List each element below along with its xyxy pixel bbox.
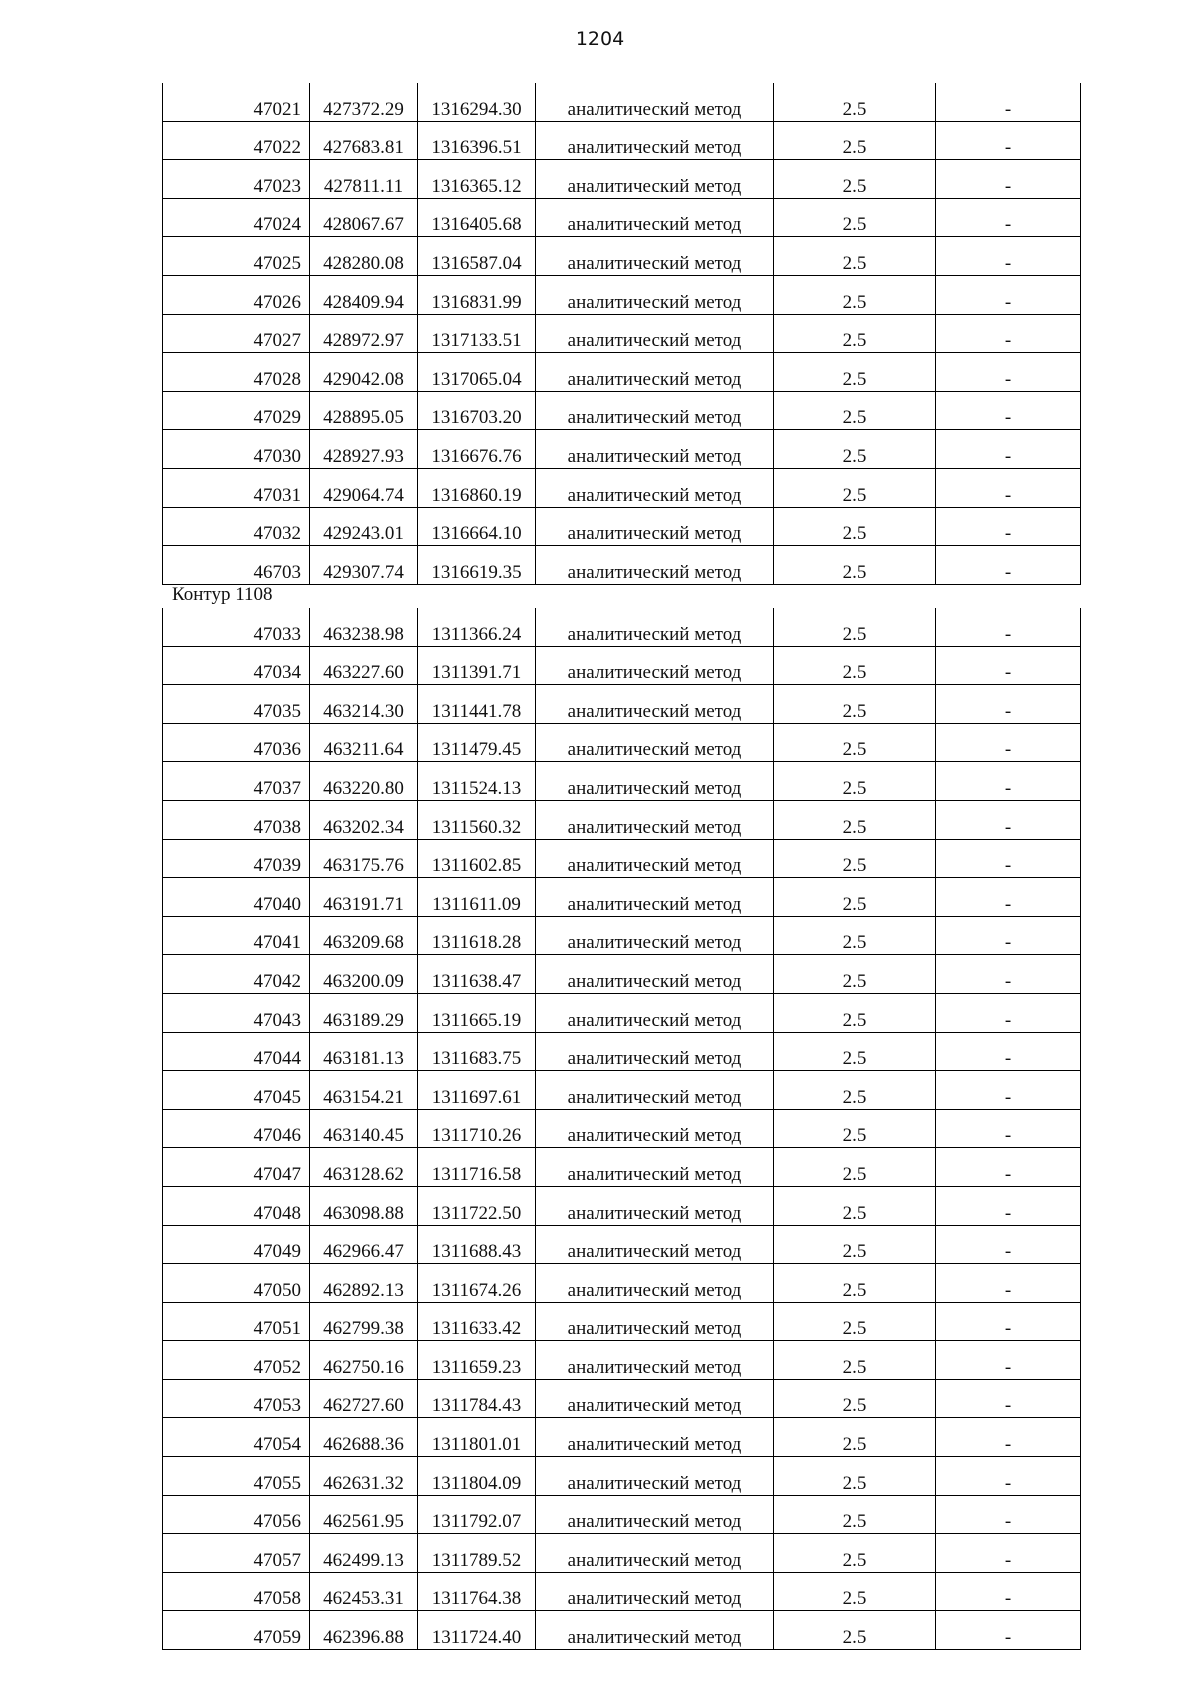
table-row [163, 1418, 1081, 1457]
accuracy-cell: 2.5 [774, 83, 936, 121]
point-number-cell: 47027 [163, 314, 310, 353]
x-coordinate-cell: 463181.13 [310, 1032, 418, 1071]
note-cell: - [936, 1264, 1081, 1303]
y-coordinate-cell: 1311764.38 [418, 1572, 536, 1611]
y-coordinate-cell: 1311792.07 [418, 1495, 536, 1534]
method-cell: аналитический метод [536, 430, 774, 469]
coordinates-table-body [163, 83, 1081, 584]
y-coordinate-cell: 1316831.99 [418, 275, 536, 314]
note-cell: - [936, 1534, 1081, 1573]
note-cell: - [936, 955, 1081, 994]
note-cell: - [936, 1148, 1081, 1187]
y-coordinate-cell: 1311789.52 [418, 1534, 536, 1573]
point-number-cell: 47056 [163, 1495, 310, 1534]
point-number-cell: 47046 [163, 1109, 310, 1148]
table-row [163, 546, 1081, 585]
method-cell: аналитический метод [536, 1032, 774, 1071]
note-cell: - [936, 646, 1081, 685]
table-row [163, 391, 1081, 430]
point-number-cell: 47030 [163, 430, 310, 469]
x-coordinate-cell: 427372.29 [310, 83, 418, 121]
table-row [163, 353, 1081, 392]
y-coordinate-cell: 1316676.76 [418, 430, 536, 469]
accuracy-cell: 2.5 [774, 1225, 936, 1264]
point-number-cell: 47057 [163, 1534, 310, 1573]
accuracy-cell: 2.5 [774, 314, 936, 353]
accuracy-cell: 2.5 [774, 685, 936, 724]
table-row [163, 1148, 1081, 1187]
method-cell: аналитический метод [536, 198, 774, 237]
x-coordinate-cell: 462631.32 [310, 1457, 418, 1496]
y-coordinate-cell: 1311659.23 [418, 1341, 536, 1380]
note-cell: - [936, 430, 1081, 469]
y-coordinate-cell: 1311633.42 [418, 1302, 536, 1341]
table-row [163, 1457, 1081, 1496]
table-row [163, 198, 1081, 237]
accuracy-cell: 2.5 [774, 839, 936, 878]
point-number-cell: 47051 [163, 1302, 310, 1341]
coordinates-table-1 [162, 83, 1081, 585]
accuracy-cell: 2.5 [774, 353, 936, 392]
method-cell: аналитический метод [536, 1148, 774, 1187]
method-cell: аналитический метод [536, 1302, 774, 1341]
accuracy-cell: 2.5 [774, 1457, 936, 1496]
point-number-cell: 47044 [163, 1032, 310, 1071]
point-number-cell: 47033 [163, 608, 310, 646]
table-row [163, 468, 1081, 507]
accuracy-cell: 2.5 [774, 1341, 936, 1380]
method-cell: аналитический метод [536, 955, 774, 994]
method-cell: аналитический метод [536, 916, 774, 955]
table-row [163, 121, 1081, 160]
method-cell: аналитический метод [536, 800, 774, 839]
note-cell: - [936, 723, 1081, 762]
y-coordinate-cell: 1316365.12 [418, 160, 536, 199]
y-coordinate-cell: 1316396.51 [418, 121, 536, 160]
table-row [163, 1225, 1081, 1264]
method-cell: аналитический метод [536, 353, 774, 392]
method-cell: аналитический метод [536, 1341, 774, 1380]
y-coordinate-cell: 1311602.85 [418, 839, 536, 878]
method-cell: аналитический метод [536, 507, 774, 546]
y-coordinate-cell: 1316703.20 [418, 391, 536, 430]
accuracy-cell: 2.5 [774, 1611, 936, 1650]
note-cell: - [936, 1495, 1081, 1534]
method-cell: аналитический метод [536, 314, 774, 353]
table-row [163, 1495, 1081, 1534]
point-number-cell: 47036 [163, 723, 310, 762]
x-coordinate-cell: 429307.74 [310, 546, 418, 585]
y-coordinate-cell: 1311697.61 [418, 1071, 536, 1110]
table-row [163, 955, 1081, 994]
accuracy-cell: 2.5 [774, 198, 936, 237]
method-cell: аналитический метод [536, 1457, 774, 1496]
x-coordinate-cell: 462966.47 [310, 1225, 418, 1264]
point-number-cell: 47050 [163, 1264, 310, 1303]
point-number-cell: 47047 [163, 1148, 310, 1187]
note-cell: - [936, 1457, 1081, 1496]
point-number-cell: 47034 [163, 646, 310, 685]
method-cell: аналитический метод [536, 1495, 774, 1534]
note-cell: - [936, 1418, 1081, 1457]
x-coordinate-cell: 429064.74 [310, 468, 418, 507]
point-number-cell: 47025 [163, 237, 310, 276]
method-cell: аналитический метод [536, 993, 774, 1032]
accuracy-cell: 2.5 [774, 1534, 936, 1573]
accuracy-cell: 2.5 [774, 1418, 936, 1457]
x-coordinate-cell: 428972.97 [310, 314, 418, 353]
x-coordinate-cell: 463175.76 [310, 839, 418, 878]
note-cell: - [936, 198, 1081, 237]
y-coordinate-cell: 1316294.30 [418, 83, 536, 121]
method-cell: аналитический метод [536, 275, 774, 314]
note-cell: - [936, 1572, 1081, 1611]
point-number-cell: 47031 [163, 468, 310, 507]
accuracy-cell: 2.5 [774, 723, 936, 762]
table-row [163, 762, 1081, 801]
note-cell: - [936, 685, 1081, 724]
point-number-cell: 47041 [163, 916, 310, 955]
method-cell: аналитический метод [536, 1572, 774, 1611]
accuracy-cell: 2.5 [774, 1572, 936, 1611]
point-number-cell: 47042 [163, 955, 310, 994]
method-cell: аналитический метод [536, 1264, 774, 1303]
accuracy-cell: 2.5 [774, 1264, 936, 1303]
point-number-cell: 47029 [163, 391, 310, 430]
table-row [163, 160, 1081, 199]
x-coordinate-cell: 463098.88 [310, 1186, 418, 1225]
y-coordinate-cell: 1316664.10 [418, 507, 536, 546]
method-cell: аналитический метод [536, 878, 774, 917]
accuracy-cell: 2.5 [774, 1186, 936, 1225]
accuracy-cell: 2.5 [774, 955, 936, 994]
method-cell: аналитический метод [536, 83, 774, 121]
x-coordinate-cell: 463128.62 [310, 1148, 418, 1187]
point-number-cell: 47039 [163, 839, 310, 878]
note-cell: - [936, 546, 1081, 585]
y-coordinate-cell: 1311524.13 [418, 762, 536, 801]
note-cell: - [936, 314, 1081, 353]
point-number-cell: 47026 [163, 275, 310, 314]
point-number-cell: 46703 [163, 546, 310, 585]
x-coordinate-cell: 462396.88 [310, 1611, 418, 1650]
table-row [163, 1186, 1081, 1225]
point-number-cell: 47040 [163, 878, 310, 917]
point-number-cell: 47022 [163, 121, 310, 160]
method-cell: аналитический метод [536, 160, 774, 199]
note-cell: - [936, 916, 1081, 955]
table-row [163, 1572, 1081, 1611]
x-coordinate-cell: 428895.05 [310, 391, 418, 430]
accuracy-cell: 2.5 [774, 430, 936, 469]
note-cell: - [936, 878, 1081, 917]
method-cell: аналитический метод [536, 723, 774, 762]
note-cell: - [936, 160, 1081, 199]
y-coordinate-cell: 1311804.09 [418, 1457, 536, 1496]
y-coordinate-cell: 1311722.50 [418, 1186, 536, 1225]
method-cell: аналитический метод [536, 839, 774, 878]
x-coordinate-cell: 463227.60 [310, 646, 418, 685]
accuracy-cell: 2.5 [774, 1109, 936, 1148]
table-row [163, 800, 1081, 839]
x-coordinate-cell: 463200.09 [310, 955, 418, 994]
x-coordinate-cell: 427683.81 [310, 121, 418, 160]
x-coordinate-cell: 428927.93 [310, 430, 418, 469]
method-cell: аналитический метод [536, 546, 774, 585]
note-cell: - [936, 83, 1081, 121]
method-cell: аналитический метод [536, 468, 774, 507]
x-coordinate-cell: 462750.16 [310, 1341, 418, 1380]
note-cell: - [936, 507, 1081, 546]
accuracy-cell: 2.5 [774, 546, 936, 585]
method-cell: аналитический метод [536, 646, 774, 685]
x-coordinate-cell: 428067.67 [310, 198, 418, 237]
accuracy-cell: 2.5 [774, 608, 936, 646]
y-coordinate-cell: 1311683.75 [418, 1032, 536, 1071]
y-coordinate-cell: 1311688.43 [418, 1225, 536, 1264]
accuracy-cell: 2.5 [774, 1032, 936, 1071]
method-cell: аналитический метод [536, 237, 774, 276]
accuracy-cell: 2.5 [774, 646, 936, 685]
accuracy-cell: 2.5 [774, 507, 936, 546]
method-cell: аналитический метод [536, 121, 774, 160]
table-row [163, 646, 1081, 685]
y-coordinate-cell: 1311710.26 [418, 1109, 536, 1148]
accuracy-cell: 2.5 [774, 275, 936, 314]
point-number-cell: 47048 [163, 1186, 310, 1225]
method-cell: аналитический метод [536, 1186, 774, 1225]
accuracy-cell: 2.5 [774, 762, 936, 801]
note-cell: - [936, 993, 1081, 1032]
point-number-cell: 47032 [163, 507, 310, 546]
point-number-cell: 47023 [163, 160, 310, 199]
table-row [163, 1302, 1081, 1341]
x-coordinate-cell: 429042.08 [310, 353, 418, 392]
table-row [163, 1264, 1081, 1303]
table-row [163, 1071, 1081, 1110]
x-coordinate-cell: 463140.45 [310, 1109, 418, 1148]
accuracy-cell: 2.5 [774, 121, 936, 160]
note-cell: - [936, 468, 1081, 507]
table-row [163, 237, 1081, 276]
note-cell: - [936, 237, 1081, 276]
y-coordinate-cell: 1311801.01 [418, 1418, 536, 1457]
x-coordinate-cell: 462499.13 [310, 1534, 418, 1573]
x-coordinate-cell: 427811.11 [310, 160, 418, 199]
method-cell: аналитический метод [536, 391, 774, 430]
note-cell: - [936, 1186, 1081, 1225]
point-number-cell: 47059 [163, 1611, 310, 1650]
point-number-cell: 47035 [163, 685, 310, 724]
method-cell: аналитический метод [536, 762, 774, 801]
note-cell: - [936, 1379, 1081, 1418]
note-cell: - [936, 1225, 1081, 1264]
y-coordinate-cell: 1316619.35 [418, 546, 536, 585]
method-cell: аналитический метод [536, 1534, 774, 1573]
x-coordinate-cell: 463209.68 [310, 916, 418, 955]
accuracy-cell: 2.5 [774, 391, 936, 430]
note-cell: - [936, 800, 1081, 839]
table-row [163, 1032, 1081, 1071]
page-number: 1204 [575, 28, 625, 50]
point-number-cell: 47024 [163, 198, 310, 237]
x-coordinate-cell: 463220.80 [310, 762, 418, 801]
point-number-cell: 47021 [163, 83, 310, 121]
y-coordinate-cell: 1317133.51 [418, 314, 536, 353]
y-coordinate-cell: 1311665.19 [418, 993, 536, 1032]
x-coordinate-cell: 463238.98 [310, 608, 418, 646]
accuracy-cell: 2.5 [774, 878, 936, 917]
accuracy-cell: 2.5 [774, 160, 936, 199]
note-cell: - [936, 353, 1081, 392]
y-coordinate-cell: 1311724.40 [418, 1611, 536, 1650]
x-coordinate-cell: 463191.71 [310, 878, 418, 917]
x-coordinate-cell: 462453.31 [310, 1572, 418, 1611]
point-number-cell: 47038 [163, 800, 310, 839]
x-coordinate-cell: 463202.34 [310, 800, 418, 839]
table-row [163, 1534, 1081, 1573]
point-number-cell: 47037 [163, 762, 310, 801]
point-number-cell: 47053 [163, 1379, 310, 1418]
method-cell: аналитический метод [536, 1225, 774, 1264]
y-coordinate-cell: 1311560.32 [418, 800, 536, 839]
point-number-cell: 47054 [163, 1418, 310, 1457]
x-coordinate-cell: 462799.38 [310, 1302, 418, 1341]
table-row [163, 1611, 1081, 1650]
note-cell: - [936, 608, 1081, 646]
y-coordinate-cell: 1311611.09 [418, 878, 536, 917]
table-row [163, 608, 1081, 646]
accuracy-cell: 2.5 [774, 993, 936, 1032]
accuracy-cell: 2.5 [774, 800, 936, 839]
y-coordinate-cell: 1311366.24 [418, 608, 536, 646]
table-row [163, 685, 1081, 724]
note-cell: - [936, 275, 1081, 314]
note-cell: - [936, 1109, 1081, 1148]
accuracy-cell: 2.5 [774, 1148, 936, 1187]
accuracy-cell: 2.5 [774, 468, 936, 507]
note-cell: - [936, 1302, 1081, 1341]
table-row [163, 993, 1081, 1032]
coordinates-table-2 [162, 608, 1081, 1650]
y-coordinate-cell: 1316587.04 [418, 237, 536, 276]
note-cell: - [936, 391, 1081, 430]
x-coordinate-cell: 462727.60 [310, 1379, 418, 1418]
method-cell: аналитический метод [536, 685, 774, 724]
method-cell: аналитический метод [536, 608, 774, 646]
note-cell: - [936, 1071, 1081, 1110]
y-coordinate-cell: 1311674.26 [418, 1264, 536, 1303]
note-cell: - [936, 1341, 1081, 1380]
x-coordinate-cell: 462688.36 [310, 1418, 418, 1457]
method-cell: аналитический метод [536, 1418, 774, 1457]
method-cell: аналитический метод [536, 1071, 774, 1110]
contour-label: Контур 1108 [172, 584, 273, 605]
y-coordinate-cell: 1311479.45 [418, 723, 536, 762]
y-coordinate-cell: 1311716.58 [418, 1148, 536, 1187]
x-coordinate-cell: 462892.13 [310, 1264, 418, 1303]
point-number-cell: 47045 [163, 1071, 310, 1110]
note-cell: - [936, 839, 1081, 878]
point-number-cell: 47049 [163, 1225, 310, 1264]
accuracy-cell: 2.5 [774, 1495, 936, 1534]
y-coordinate-cell: 1316405.68 [418, 198, 536, 237]
accuracy-cell: 2.5 [774, 237, 936, 276]
y-coordinate-cell: 1311784.43 [418, 1379, 536, 1418]
table-row [163, 916, 1081, 955]
y-coordinate-cell: 1311441.78 [418, 685, 536, 724]
y-coordinate-cell: 1311618.28 [418, 916, 536, 955]
table-row [163, 1379, 1081, 1418]
accuracy-cell: 2.5 [774, 1071, 936, 1110]
x-coordinate-cell: 429243.01 [310, 507, 418, 546]
table-row [163, 83, 1081, 121]
x-coordinate-cell: 463211.64 [310, 723, 418, 762]
table-row [163, 839, 1081, 878]
point-number-cell: 47058 [163, 1572, 310, 1611]
method-cell: аналитический метод [536, 1611, 774, 1650]
y-coordinate-cell: 1317065.04 [418, 353, 536, 392]
table-row [163, 1109, 1081, 1148]
x-coordinate-cell: 462561.95 [310, 1495, 418, 1534]
x-coordinate-cell: 428409.94 [310, 275, 418, 314]
point-number-cell: 47055 [163, 1457, 310, 1496]
point-number-cell: 47043 [163, 993, 310, 1032]
accuracy-cell: 2.5 [774, 916, 936, 955]
note-cell: - [936, 1032, 1081, 1071]
coordinates-table-body [163, 608, 1081, 1650]
x-coordinate-cell: 463189.29 [310, 993, 418, 1032]
table-row [163, 723, 1081, 762]
table-row [163, 430, 1081, 469]
y-coordinate-cell: 1311391.71 [418, 646, 536, 685]
y-coordinate-cell: 1316860.19 [418, 468, 536, 507]
note-cell: - [936, 1611, 1081, 1650]
method-cell: аналитический метод [536, 1379, 774, 1418]
point-number-cell: 47028 [163, 353, 310, 392]
y-coordinate-cell: 1311638.47 [418, 955, 536, 994]
table-row [163, 275, 1081, 314]
table-row [163, 314, 1081, 353]
x-coordinate-cell: 463154.21 [310, 1071, 418, 1110]
table-row [163, 507, 1081, 546]
x-coordinate-cell: 428280.08 [310, 237, 418, 276]
table-row [163, 878, 1081, 917]
accuracy-cell: 2.5 [774, 1302, 936, 1341]
table-row [163, 1341, 1081, 1380]
method-cell: аналитический метод [536, 1109, 774, 1148]
accuracy-cell: 2.5 [774, 1379, 936, 1418]
note-cell: - [936, 121, 1081, 160]
point-number-cell: 47052 [163, 1341, 310, 1380]
note-cell: - [936, 762, 1081, 801]
x-coordinate-cell: 463214.30 [310, 685, 418, 724]
